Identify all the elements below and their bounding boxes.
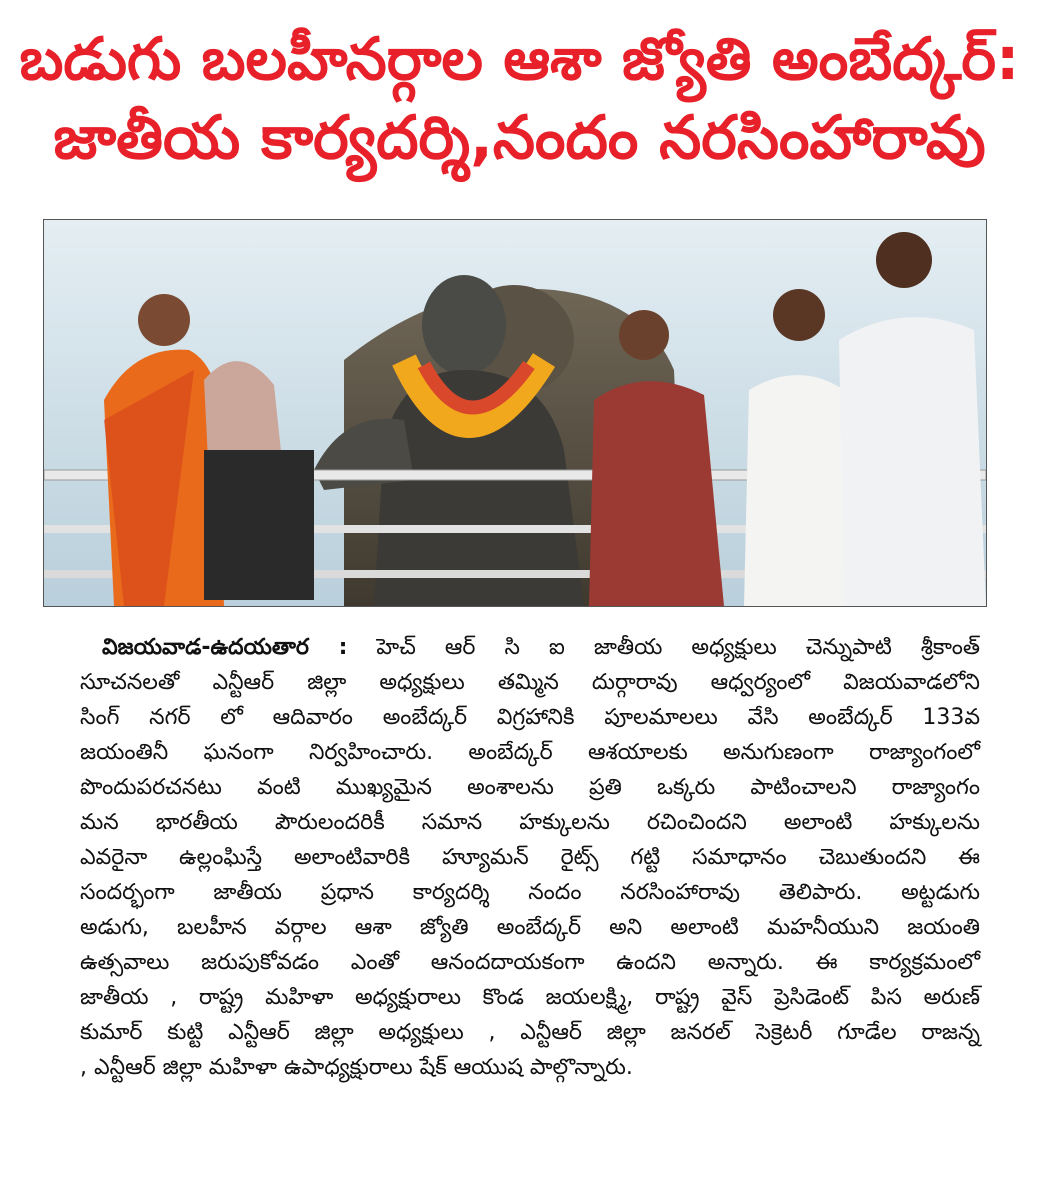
article-line: జయంతినీ ఘనంగా నిర్వహించారు. అంబేద్కర్ ఆశయాలకు అనుగుణంగా రాజ్యాంగంలో (80, 740, 980, 765)
article-body (80, 630, 980, 1085)
article-line: ఉత్సవాలు జరుపుకోవడం ఎంతో ఆనందదాయకంగా ఉందని అన్నారు. ఈ కార్యక్రమంలో (80, 950, 980, 975)
article-line: పొందుపరచనటు వంటి ముఖ్యమైన అంశాలను ప్రతి ఒక్కరు పాటించాలని రాజ్యాంగం (80, 775, 980, 800)
article-line: ఎవరైనా ఉల్లంఘిస్తే అలాంటివారికి హ్యూమన్ రైట్స్ గట్టి సమాధానం చెబుతుందని ఈ (80, 845, 980, 870)
article-line: , ఎన్టీఆర్ జిల్లా మహిళా ఉపాధ్యక్షురాలు షేక్ ఆయుష పాల్గొన్నారు. (80, 1055, 633, 1080)
dateline: విజయవాడ-ఉదయతార : (102, 635, 348, 660)
article-line: విజయవాడ-ఉదయతార : హెచ్ ఆర్ సి ఐ జాతీయ అధ్యక్షులు చెన్నుపాటి శ్రీకాంత్ (102, 635, 980, 660)
article-line: సందర్భంగా జాతీయ ప్రధాన కార్యదర్శి నందం నరసింహారావు తెలిపారు. అట్టడుగు (80, 880, 980, 905)
article-line: జాతీయ , రాష్ట్ర మహిళా అధ్యక్షురాలు కొండ జయలక్ష్మి, రాష్ట్ర వైస్ ప్రెసిడెంట్ పిస అరుణ్ (80, 985, 980, 1010)
article-line: సూచనలతో ఎన్టీఆర్ జిల్లా అధ్యక్షులు తమ్మిన దుర్గారావు ఆధ్వర్యంలో విజయవాడలోని (80, 670, 980, 695)
statue-photo-icon (44, 220, 986, 606)
article-line: మన భారతీయ పౌరులందరికీ సమాన హక్కులను రచించిందని అలాంటి హక్కులను (80, 810, 980, 835)
article-line: సింగ్ నగర్ లో ఆదివారం అంబేద్కర్ విగ్రహానికి పూలమాలలు వేసి అంబేద్కర్ 133వ (80, 705, 980, 730)
article-line: అడుగు, బలహీన వర్గాల ఆశా జ్యోతి అంబేద్కర్ అని అలాంటి మహనీయుని జయంతి (80, 915, 980, 940)
article-line: కుమార్ కుట్టి ఎన్టీఆర్ జిల్లా అధ్యక్షులు , ఎన్టీఆర్ జిల్లా జనరల్ సెక్రెటరీ గూడేల రాజన్న (80, 1020, 980, 1045)
headline-line-2: జాతీయ కార్యదర్శి,నందం నరసింహారావు (53, 103, 986, 173)
news-photo (43, 219, 987, 607)
headline-line-1: బడుగు బలహీనర్గాల ఆశా జ్యోతి అంబేద్కర్: (19, 25, 1020, 93)
